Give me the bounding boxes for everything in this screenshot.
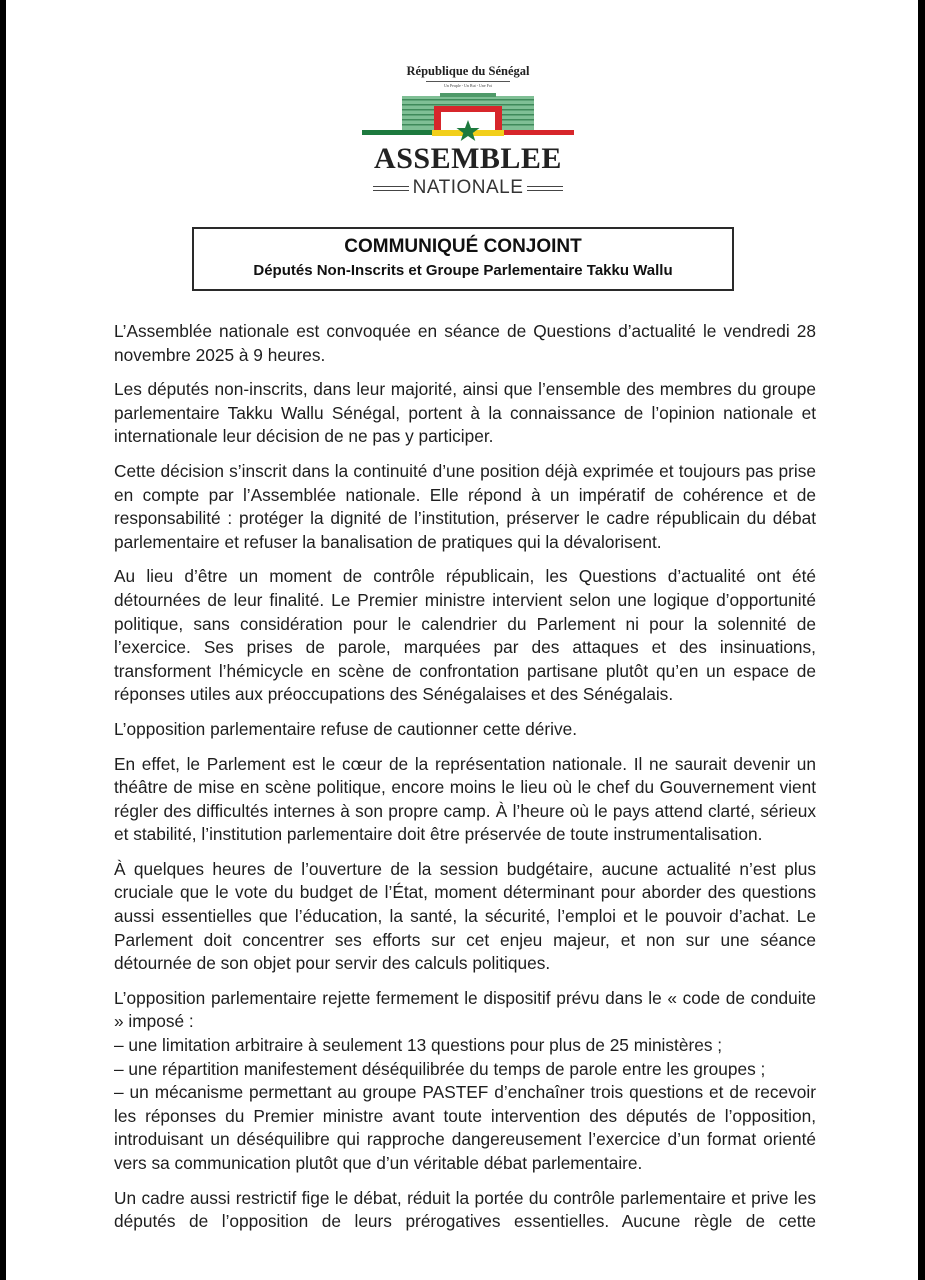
- paragraph-1: L’Assemblée nationale est convoquée en séance de Questions d’actualité le vendredi 28 novembre 2025 à 9 heures.: [114, 321, 816, 365]
- communique-title: COMMUNIQUÉ CONJOINT: [344, 236, 582, 257]
- logo-republic-text: République du Sénégal: [406, 64, 530, 78]
- communique-body: [114, 320, 816, 1245]
- logo-nationale-text: NATIONALE: [412, 177, 524, 198]
- closing-paragraph: Un cadre aussi restrictif fige le débat, réduit la portée du contrôle parlementaire et prive les députés de l’opposition de leurs prérogatives essentielles. Aucune règle de cette: [114, 1187, 816, 1232]
- communique-subtitle: Députés Non-Inscrits et Groupe Parlementaire Takku Wallu: [253, 262, 673, 279]
- list-block: [114, 987, 816, 1176]
- list-item-1: – une limitation arbitraire à seulement 13 questions pour plus de 25 ministères ;: [114, 1035, 723, 1056]
- assemblee-nationale-logo: [360, 62, 576, 202]
- logo-assemblee-text: ASSEMBLEE: [374, 142, 562, 175]
- document-page: [6, 0, 918, 1280]
- paragraph-7: À quelques heures de l’ouverture de la session budgétaire, aucune actualité n’est plus cruciale que le vote du budget de l’État, moment déterminant pour aborder des questions aussi essentielles que l’éducation, la santé, la sécurité, l’emploi et le pouvoir d’achat. Le Parlement doit concentrer ses efforts sur cet enjeu majeur, et non sur une séance détournée de son objet pour servir des calculs politiques.: [114, 858, 816, 974]
- paragraph-4: Au lieu d’être un moment de contrôle républicain, les Questions d’actualité ont été détournées de leur finalité. Le Premier ministre intervient selon une logique d’opportunité politique, sans considération pour le calendrier du Parlement ni pour la solennité de l’exercice. Ses prises de parole, marquées par des attaques et des insinuations, transforment l’hémicycle en scène de confrontation partisane plutôt qu’en un espace de réponses utiles aux préoccupations des Sénégalaises et des Sénégalais.: [114, 566, 816, 705]
- logo-motto-text: Un Peuple - Un But - Une Foi: [443, 83, 493, 88]
- logo-nationale-row: [360, 176, 576, 200]
- paragraph-5: L’opposition parlementaire refuse de cautionner cette dérive.: [114, 718, 578, 739]
- parliament-building-icon: [360, 90, 576, 142]
- logo-double-rule-left: [373, 186, 409, 191]
- paragraph-2: Les députés non-inscrits, dans leur majorité, ainsi que l’ensemble des membres du groupe parlementaire Takku Wallu Sénégal, portent à la connaissance de l’opinion nationale et internationale leur décision de ne pas y participer.: [114, 379, 816, 447]
- paragraph-3: Cette décision s’inscrit dans la continuité d’une position déjà exprimée et toujours pas prise en compte par l’Assemblée nationale. Elle répond à un impératif de cohérence et de responsabilité : protéger la dignité de l’institution, préserver le cadre républicain du débat parlementaire et refuser la banalisation de pratiques qui la dévalorisent.: [114, 460, 816, 552]
- list-item-2: – une répartition manifestement déséquilibrée du temps de parole entre les groupes ;: [114, 1058, 766, 1079]
- logo-motto-divider: [426, 81, 510, 82]
- list-item-3: – un mécanisme permettant au groupe PASTEF d’enchaîner trois questions et de recevoir les réponses du Premier ministre avant toute intervention des députés de l’opposition, introduisant un déséquilibre qui rapproche dangereusement l’exercice d’un format orienté vers sa communication plutôt que d’un véritable débat parlementaire.: [114, 1082, 816, 1173]
- logo-double-rule-right: [527, 186, 563, 191]
- communique-title-box: [192, 227, 734, 291]
- list-intro: L’opposition parlementaire rejette fermement le dispositif prévu dans le « code de conduite » imposé :: [114, 987, 816, 1032]
- paragraph-6: En effet, le Parlement est le cœur de la représentation nationale. Il ne saurait devenir un théâtre de mise en scène politique, encore moins le lieu où le chef du Gouvernement vient régler des difficultés internes à son propre camp. À l’heure où le pays attend clarté, sérieux et stabilité, l’institution parlementaire doit être préservée de toute instrumentalisation.: [114, 753, 816, 845]
